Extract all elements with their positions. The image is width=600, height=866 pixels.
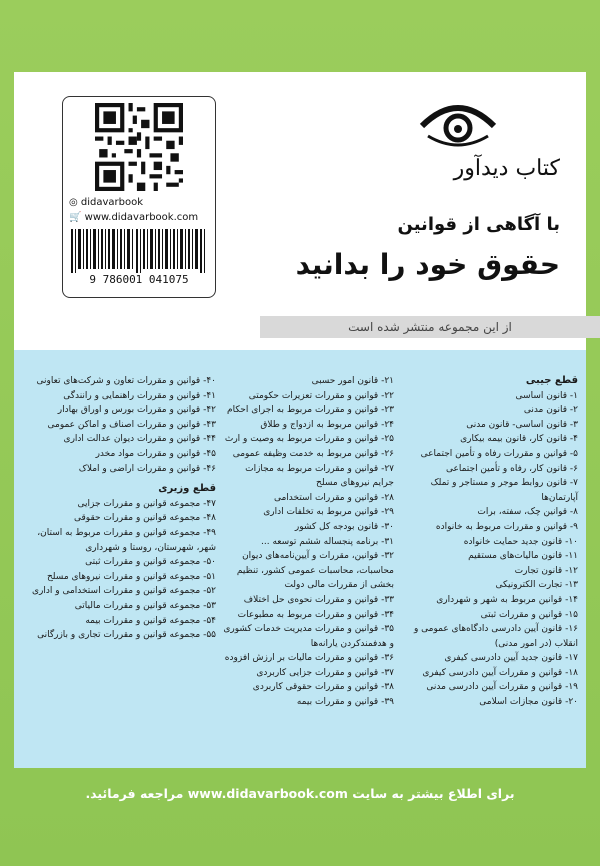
list-item: ۵۵- مجموعه قوانین و مقررات تجاری و بازرگانی [37, 630, 216, 641]
list-item: ۲۱- قانون امور حسبی [311, 376, 394, 386]
section-heading-pocket: قطع جیبی [525, 375, 578, 386]
list-item: ۴۳- قوانین و مقررات اصناف و اماکن عمومی [47, 419, 216, 430]
list-item: ۱۴- قوانین مربوط به شهر و شهرداری [436, 594, 578, 605]
website-text: www.didavarbook.com [84, 212, 199, 223]
list-item: ۱۰- قانون جدید حمایت خانواده [463, 536, 578, 547]
list-item: ۴۱- قوانین و مقررات راهنمایی و رانندگی [63, 390, 216, 401]
list-column-middle [222, 374, 394, 710]
list-item: ۲۸- قوانین و مقررات استخدامی [273, 492, 394, 503]
list-item: ۷- قانون روابط موجر و مستاجر و تملک آپارتمان‌ها [430, 478, 578, 503]
list-item: ۵۱- مجموعه قوانین و مقررات نیروهای مسلح [47, 571, 216, 582]
isbn-number: 9 786001 041075 [89, 273, 189, 286]
list-item: ۵۰- مجموعه قوانین و مقررات ثبتی [85, 557, 216, 568]
subtitle: با آگاهی از قوانین [397, 214, 560, 235]
list-item: ۴۲- قوانین و مقررات بورس و اوراق بهادار [57, 405, 216, 416]
list-item: ۲۳- قوانین و مقررات مربوط به اجرای احکام [227, 405, 394, 416]
website-link[interactable] [69, 212, 211, 223]
list-item: ۳۹- قوانین و مقررات بیمه [296, 697, 394, 708]
list-item: ۳۵- قوانین و مقررات مدیریت خدمات کشوری و هدفمندکردن یارانه‌ها [223, 624, 394, 649]
list-item: ۱۱- قانون مالیات‌های مستقیم [468, 551, 578, 562]
brand-block [320, 96, 560, 196]
footer-note: برای اطلاع بیشتر به سایت www.didavarbook.com مراجعه فرمائید. [85, 786, 515, 801]
list-item: ۱۵- قوانین و مقررات ثبتی [480, 609, 578, 620]
list-item: ۴۴- قوانین و مقررات دیوان عدالت اداری [63, 434, 216, 445]
section-heading-vaziri: قطع وزیری [158, 483, 216, 495]
list-item: ۱۲- قانون تجارت [514, 565, 578, 576]
list-item: ۴۹- مجموعه قوانین و مقررات مربوط به استان، شهر، شهرستان، روستا و شهرداری [37, 527, 216, 553]
list-item: ۵۴- مجموعه قوانین و مقررات بیمه [85, 615, 216, 626]
eye-logo-icon [418, 96, 498, 148]
list-item: ۸- قوانین چک، سفته، برات [477, 507, 578, 518]
series-note: از این مجموعه منتشر شده است [260, 316, 600, 338]
list-item: ۳۸- قوانین و مقررات حقوقی کاربردی [252, 682, 394, 693]
list-item: ۲- قانون مدنی [523, 405, 578, 416]
list-item: ۳۶- قوانین و مقررات مالیات بر ارزش افزوده [224, 653, 394, 664]
qr-code-icon[interactable] [95, 103, 183, 191]
list-item: ۴۵- قوانین و مقررات مواد مخدر [95, 448, 216, 459]
list-item: ۳۳- قوانین و مقررات نحوه‌ی حل اختلاف [243, 594, 394, 605]
list-item: ۳۲- قوانین، مقررات و آیین‌نامه‌های دیوان محاسبات، محاسبات عمومی کشور، تنظیم بخشی از مقررات مالی دولت [236, 551, 394, 591]
list-item: ۲۷- قوانین و مقررات مربوط به مجازات جرایم نیروهای مسلح [245, 463, 394, 489]
barcode-icon [69, 229, 209, 273]
barcode-box [62, 96, 216, 298]
list-item: ۳- قانون اساسی- قانون مدنی [466, 419, 578, 430]
list-item: ۶- قانون کار، رفاه و تأمین اجتماعی [445, 463, 578, 474]
instagram-icon: ◎ [69, 197, 81, 208]
list-item: ۱۶- قانون آیین دادرسی دادگاه‌های عمومی و انقلاب (در امور مدنی) [413, 624, 578, 649]
list-item: ۵۲- مجموعه قوانین و مقررات استخدامی و اداری [31, 586, 216, 597]
list-item: ۴۸- مجموعه قوانین و مقررات حقوقی [74, 513, 216, 524]
list-item: ۱۸- قوانین و مقررات آیین دادرسی کیفری [422, 667, 578, 678]
list-column-left [24, 374, 216, 643]
brand-name: کتاب دیدآور [453, 156, 560, 181]
list-item: ۲۲- قوانین و مقررات تعزیرات حکومتی [248, 390, 394, 401]
instagram-text: didavarbook [80, 197, 144, 208]
list-item: ۲۵- قوانین و مقررات مربوط به وصیت و ارث [224, 434, 394, 445]
list-item: ۱- قانون اساسی [515, 390, 578, 401]
list-item: ۱۳- تجارت الکترونیکی [495, 580, 578, 591]
list-item: ۴۶- قوانین و مقررات اراضی و املاک [78, 463, 216, 474]
list-item: ۴۰- قوانین و مقررات تعاون و شرکت‌های تعاونی [36, 376, 216, 386]
list-item: ۱۷- قانون جدید آیین دادرسی کیفری [444, 653, 578, 664]
book-title: حقوق خود را بدانید [295, 248, 560, 281]
list-item: ۵- قوانین و مقررات رفاه و تأمین اجتماعی [420, 448, 578, 459]
list-item: ۳۷- قوانین و مقررات جزایی کاربردی [256, 667, 394, 678]
list-item: ۳۰- قانون بودجه کل کشور [294, 521, 394, 532]
list-item: ۲۹- قوانین مربوط به تخلفات اداری [263, 507, 394, 518]
list-item: ۴۷- مجموعه قوانین و مقررات جزایی [77, 498, 216, 509]
list-item: ۵۳- مجموعه قوانین و مقررات مالیاتی [74, 600, 216, 611]
list-item: ۲۰- قانون مجازات اسلامی [479, 697, 578, 708]
list-column-pocket [400, 374, 578, 710]
instagram-handle[interactable] [69, 197, 211, 208]
list-item: ۳۴- قوانین و مقررات مربوط به مطبوعات [237, 609, 394, 620]
list-item: ۳۱- برنامه پنجساله ششم توسعه ... [261, 536, 394, 547]
list-item: ۱۹- قوانین و مقررات آیین دادرسی مدنی [426, 682, 578, 693]
cart-icon: 🛒 [69, 212, 85, 223]
list-item: ۲۶- قوانین مربوط به خدمت وظیفه عمومی [232, 448, 394, 459]
list-item: ۴- قانون کار، قانون بیمه بیکاری [460, 434, 578, 445]
list-item: ۲۴- قوانین مربوط به ازدواج و طلاق [260, 419, 394, 430]
list-item: ۹- قوانین و مقررات مربوط به خانواده [435, 521, 578, 532]
